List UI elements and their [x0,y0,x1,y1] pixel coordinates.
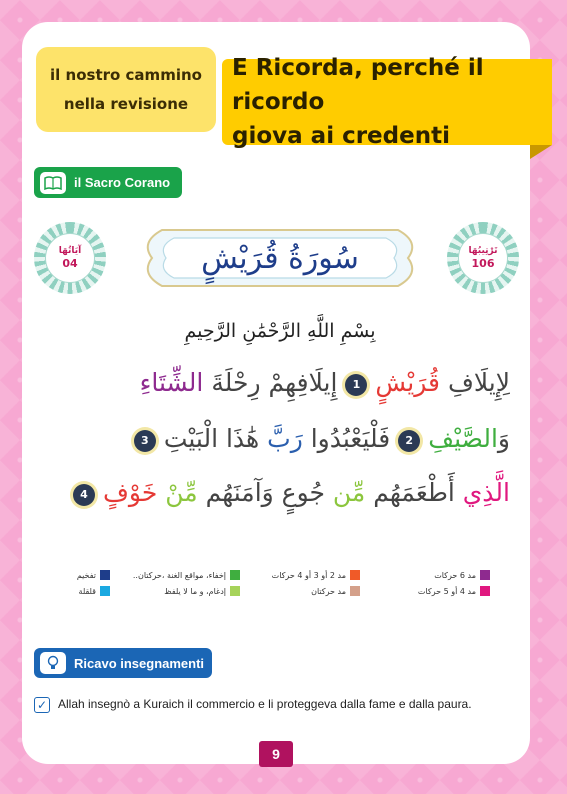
verse-segment: وَآمَنَهُم [197,478,274,507]
lessons-section-pill [34,648,212,678]
verse-line-2 [70,424,510,453]
lesson-text: Allah insegnò a Kuraich il commercio e li proteggeva dalla fame e dalla paura. [58,697,472,711]
verse-segment: الشِّتَاءِ [139,368,204,397]
order-number: 106 [471,257,495,270]
legend-item [418,586,490,596]
legend-label: تفخيم [76,570,96,580]
surah-name: سُورَةُ قُرَيْشٍ [201,240,359,276]
verse-segment: أَطْعَمَهُم [365,478,455,507]
legend-label: مد 2 أو 3 أو 4 حركات [271,570,346,580]
legend-item [434,570,490,580]
order-label: تَرْتِيبُهَا [468,246,498,256]
banner-fold [530,145,552,159]
verse-segment: جُوعٍ [273,478,333,507]
verse-segment: الَّذِي [454,478,510,507]
legend-item [79,586,110,596]
verse-segment: مِّن [332,478,366,507]
page-number: 9 [259,741,293,767]
verse-line-3 [70,478,510,507]
lightbulb-icon [40,652,66,674]
legend-label: إدغام، و ما لا يلفظ [164,586,226,596]
legend-swatch [350,586,360,596]
verse-segment: رَبَّ [267,424,303,453]
quran-section-pill [34,167,182,198]
legend-swatch [100,570,110,580]
verse-segment: قُرَيْشٍ [375,368,440,397]
verse-segment: فَلْيَعْبُدُوا [302,424,391,453]
verse-segment: إِيلَافِهِمْ رِحْلَةَ [203,368,338,397]
legend-label: مد حركتان [311,586,346,596]
legend-swatch [350,570,360,580]
legend-item [311,586,360,596]
ayat-label: آيَاتُهَا [58,246,82,256]
section-label: il nostro cammino nella revisione [50,65,202,113]
lessons-section-label: Ricavo insegnamenti [74,655,205,671]
ayah-number-marker: 1 [345,374,367,396]
legend-item [133,570,240,580]
surah-title-frame [132,222,428,294]
ayat-count: 04 [62,257,78,270]
verse-segment: هَٰذَا الْبَيْتِ [163,424,268,453]
legend-label: مد 4 أو 5 حركات [417,586,476,596]
ayat-count-rosette [34,222,106,294]
verse-segment: لِإِيلَافِ [440,368,510,397]
open-book-icon [40,172,66,194]
verse-segment: وَ [497,424,510,453]
legend-label: مد 6 حركات [434,570,476,580]
lesson-checkbox[interactable] [34,697,50,713]
verse-segment: خَوْفٍ [103,478,166,507]
legend-swatch [480,586,490,596]
legend-swatch [230,586,240,596]
ayah-number-marker: 2 [398,430,420,452]
bismillah: بِسْمِ اللَّهِ الرَّحْمَٰنِ الرَّحِيمِ [184,320,376,342]
verse-line-1 [70,368,510,397]
legend-label: قلقلة [78,586,96,596]
page-title-banner [222,55,552,149]
surah-order-rosette [447,222,519,294]
tajweed-legend [70,570,490,606]
checkmark-icon: ✓ [36,698,48,712]
page-title: E Ricorda, perché il ricordo giova ai credenti [232,55,484,149]
legend-swatch [100,586,110,596]
legend-swatch [480,570,490,580]
verse-segment: مِّنْ [165,478,198,507]
quran-section-label: il Sacro Corano [74,175,171,190]
ayah-number-marker: 3 [134,430,156,452]
verse-segment: الصَّيْفِ [428,424,498,453]
ayah-number-marker: 4 [73,484,95,506]
legend-item [77,570,110,580]
legend-swatch [230,570,240,580]
section-label-box [36,47,216,132]
legend-item [272,570,360,580]
legend-item [164,586,240,596]
legend-label: إخفاء، مواقع الغنة ،حركتان.. [132,570,226,580]
